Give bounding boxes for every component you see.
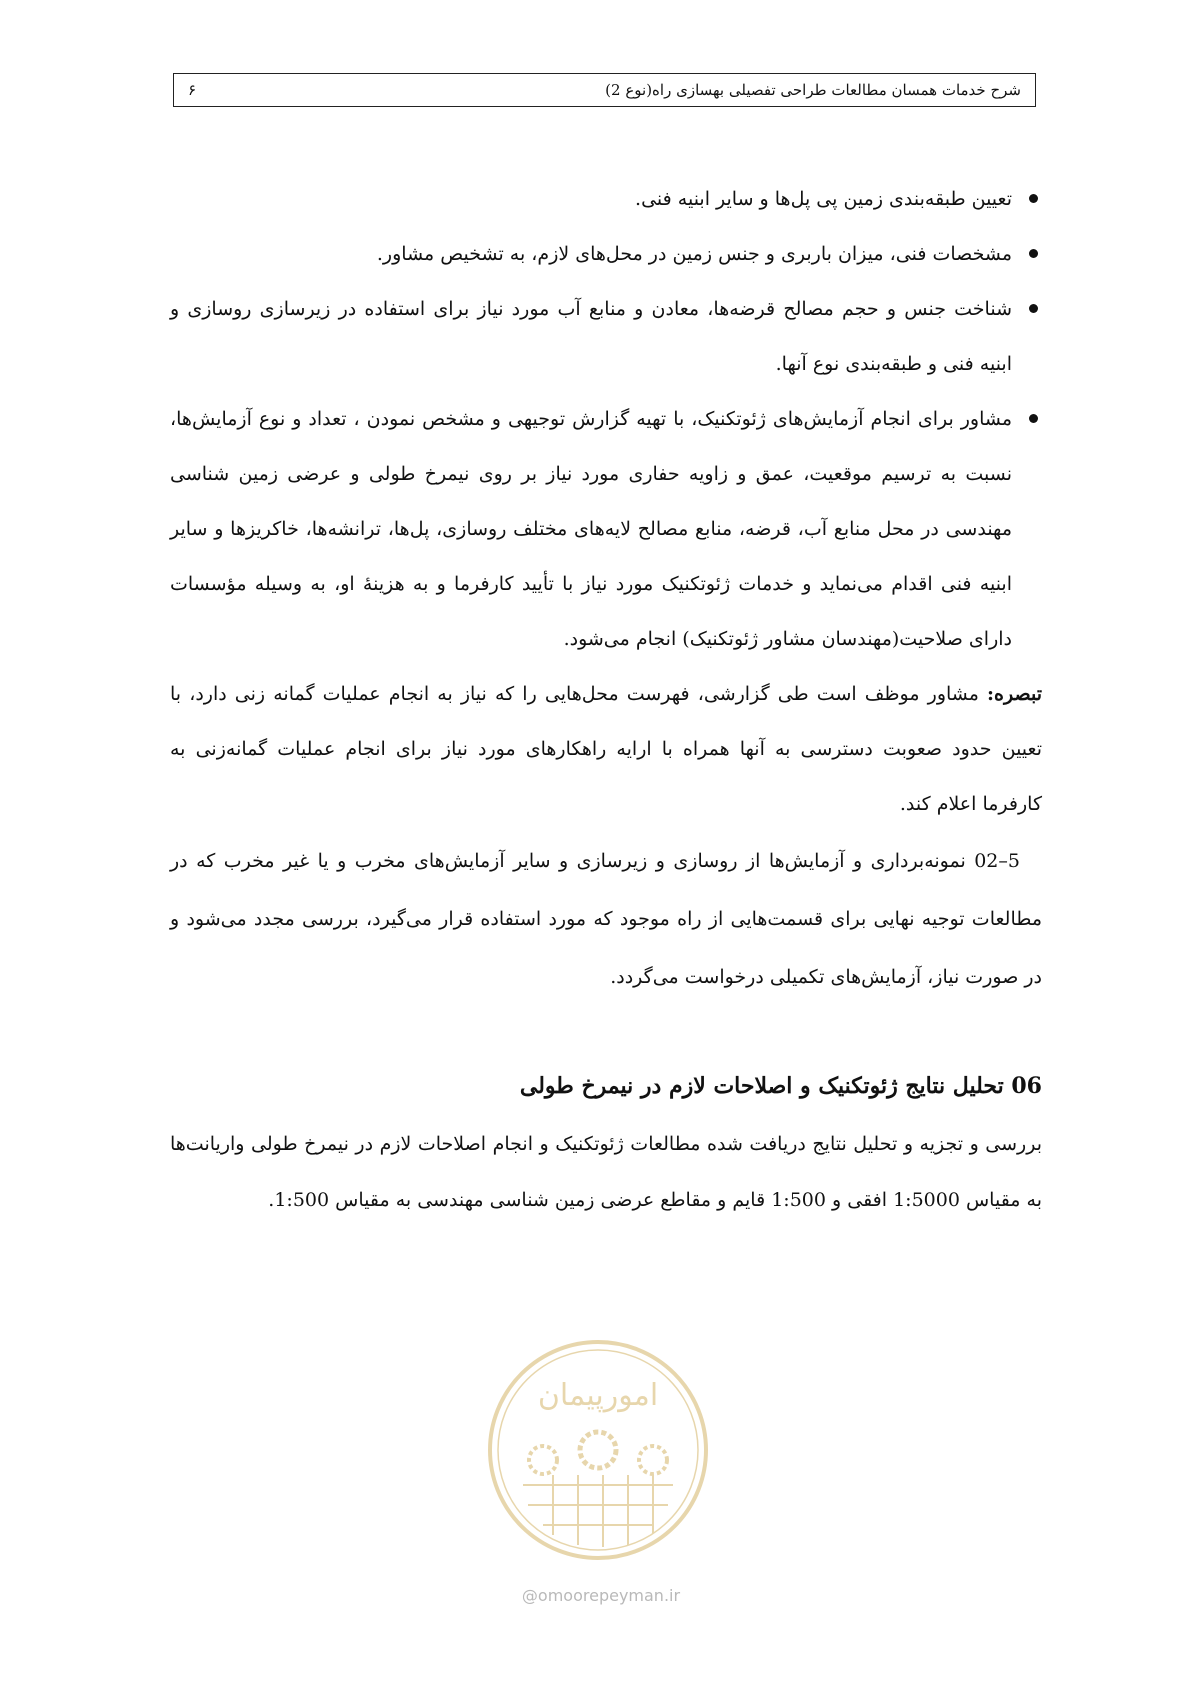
bullet-icon [1029,249,1038,258]
list-item-text: تعیین طبقه‌بندی زمین پی پل‌ها و سایر ابنیه فنی. [635,188,1012,210]
section-body: بررسی و تجزیه و تحلیل نتایج دریافت شده مطالعات ژئوتکنیک و انجام اصلاحات لازم در نیمرخ طولی واریانت‌ها به مقیاس 1:5000 افقی و 1:500 قایم و مقاطع عرضی زمین شناسی مهندسی به مقیاس 1:500. [170,1133,1042,1211]
watermark-logo [483,1335,713,1565]
section-heading: 06 تحلیل نتایج ژئوتکنیک و اصلاحات لازم در نیمرخ طولی [519,1073,1042,1099]
list-item [170,172,1042,227]
page-header [173,73,1036,107]
note-text: مشاور موظف است طی گزارشی، فهرست محل‌هایی را که نیاز به انجام عملیات گمانه زنی دارد، با تعیین حدود صعوبت دسترسی به آنها همراه با ارایه راهکارهای مورد نیاز برای انجام عملیات گمانه‌زنی به کارفرما اعلام کند. [170,683,1042,815]
list-item-text: شناخت جنس و حجم مصالح قرضه‌ها، معادن و منابع آب مورد نیاز برای استفاده در زیرسازی روسازی و ابنیه فنی و طبقه‌بندی نوع آنها. [170,298,1012,375]
bullet-list [170,172,1042,667]
header-title: شرح خدمات همسان مطالعات طراحی تفصیلی بهسازی راه(نوع 2) [605,81,1021,99]
bullet-icon [1029,194,1038,203]
note-label: تبصره: [987,683,1042,705]
list-item [170,227,1042,282]
main-content [170,172,1042,1228]
bullet-icon [1029,304,1038,313]
watermark-logo-text: امورپیمان [537,1378,659,1413]
note-paragraph [170,667,1042,832]
list-item-text: مشخصات فنی، میزان باربری و جنس زمین در محل‌های لازم، به تشخیص مشاور. [376,243,1012,265]
list-item [170,282,1042,392]
watermark-url: @omoorepeyman.ir [521,1586,681,1605]
bullet-icon [1029,414,1038,423]
paragraph-02-5: 5–02 نمونه‌برداری و آزمایش‌ها از روسازی و زیرسازی و سایر آزمایش‌های مخرب و یا غیر مخرب که در مطالعات توجیه نهایی برای قسمت‌هایی از راه موجود که مورد استفاده قرار می‌گیرد، بررسی مجدد می‌شود و در صورت نیاز، آزمایش‌های تکمیلی درخواست می‌گردد. [170,850,1042,988]
list-item-text: مشاور برای انجام آزمایش‌های ژئوتکنیک، با تهیه گزارش توجیهی و مشخص نمودن ، تعداد و نوع آزمایش‌ها، نسبت به ترسیم موقعیت، عمق و زاویه حفاری مورد نیاز بر روی نیمرخ طولی و عرضی زمین شناسی مهندسی در محل منابع آب، قرضه، منابع مصالح لایه‌های مختلف روسازی، پل‌ها، ترانشه‌ها، خاکریزها و سایر ابنیه فنی اقدام می‌نماید و خدمات ژئوتکنیک مورد نیاز با تأیید کارفرما و به هزینهٔ او، به وسیله مؤسسات دارای صلاحیت(مهندسان مشاور ژئوتکنیک) انجام می‌شود. [170,408,1012,650]
page-number: ۶ [188,81,197,99]
list-item [170,392,1042,667]
